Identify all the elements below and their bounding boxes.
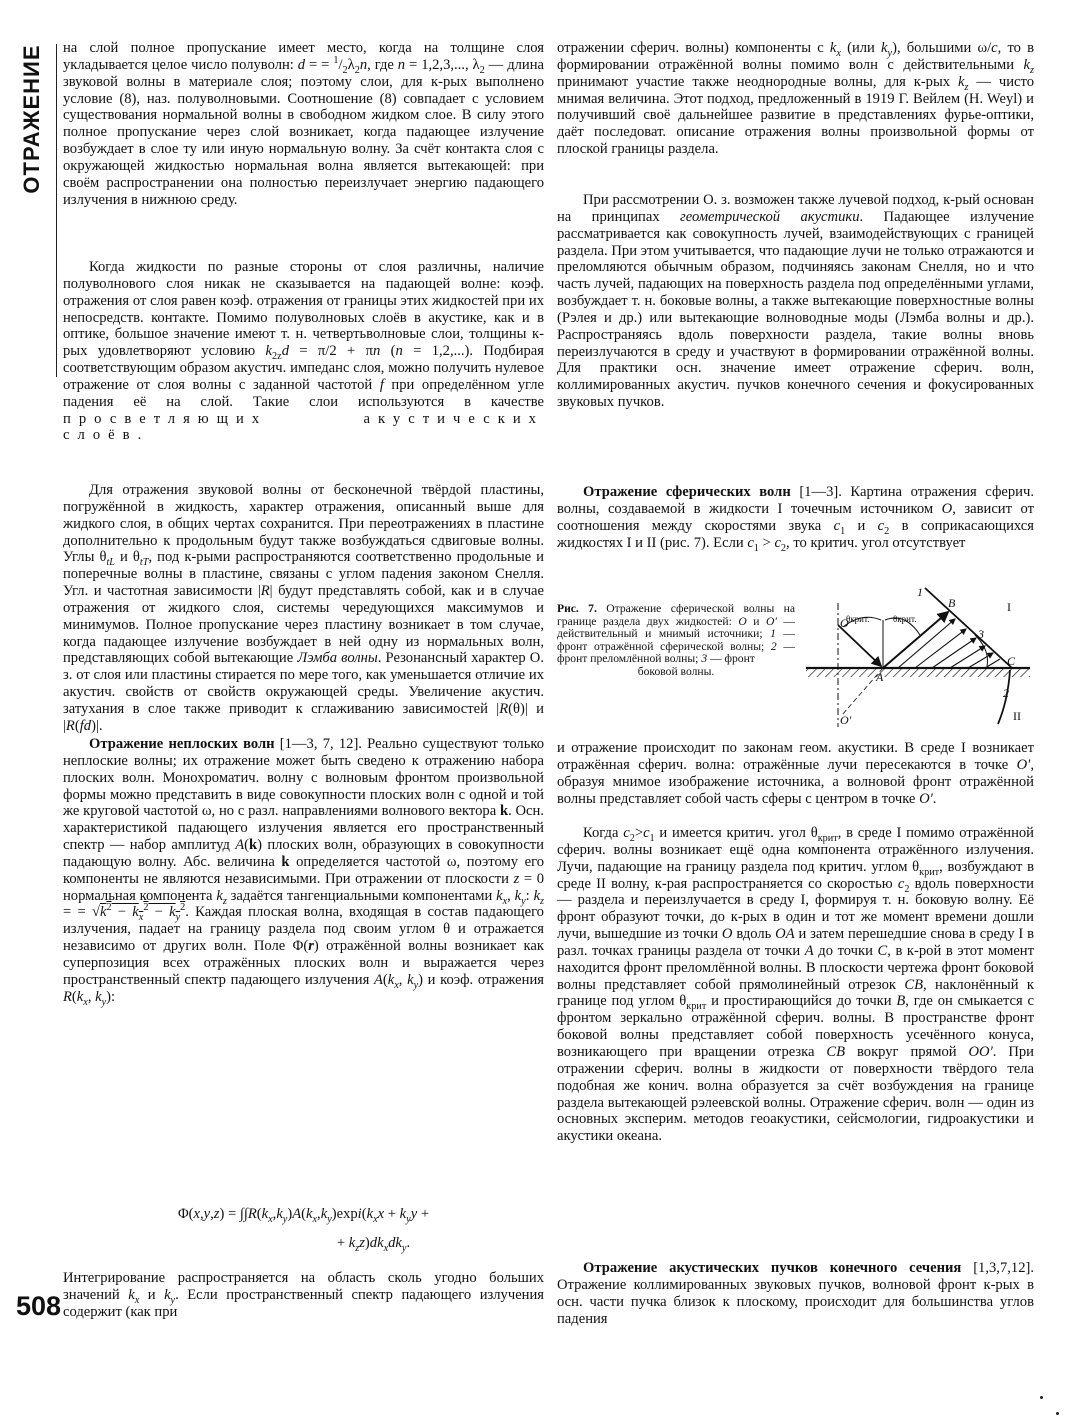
label-theta-crit: θкрит. <box>893 614 917 624</box>
label-medium-II: II <box>1013 709 1021 723</box>
running-head-text: ОТРАЖЕНИЕ <box>19 44 44 194</box>
label-C: C <box>1007 654 1016 668</box>
caption-text: боковой волны. <box>637 664 715 678</box>
print-speck <box>1056 1412 1059 1415</box>
label-medium-I: I <box>1007 600 1011 614</box>
formula-line: $\Phi(x,y,z) = \int\int R(k_x,k_y)A(k_x,k_y)\exp i(k_xx + k_yy$ + <box>177 1206 430 1225</box>
paragraph-text: [1—3]. Картина отражения сферич. волны, создаваемой в жидкости I точечным источником O, зависит от соотношения между скоростями звука $c_1$ и $c_2$ в соприкасающихся жидкостях I и II (рис. 7). Если $c_1 > c_2$, то критич. угол отсутствует <box>557 484 1034 554</box>
label-front-2: 2 <box>1003 686 1009 700</box>
formula-line: + $k_zz)dk_xdk_y$. <box>336 1235 411 1254</box>
caption-label: Рис. 7. <box>557 602 597 615</box>
figure-caption <box>557 603 795 679</box>
label-B: B <box>948 596 956 610</box>
incident-ray <box>838 625 881 666</box>
section-heading: Отражение акустических пучков конечного сечения <box>583 1260 962 1276</box>
paragraph: и отражение происходит по законам геом. акустики. В среде I возникает отражённая сферич. волна: отражённые лучи пересекаются в точке O′, образуя мнимое изображение источника, а волновой фронт отражённой волны представляет собой часть сферы с центром в точке O′. <box>557 740 1034 807</box>
running-head <box>12 44 52 194</box>
page-number: 508 <box>16 1291 62 1321</box>
section-heading: Отражение неплоских волн <box>89 736 275 752</box>
paragraph: Интегрирование распространяется на область сколь угодно больших значений $k_x$ и $k_y$. Если пространственный спектр падающего излучения содержит (как при <box>63 1270 544 1320</box>
label-A: A <box>876 670 884 684</box>
paragraph: Когда $c_2>c_1$ и имеется критич. угол $\theta_{крит}$, в среде I помимо отражённой сферич. волны возникает ещё одна компонента отражённого излучения. Лучи, падающие на границу раздела под критич. углом $\theta_{крит}$, возбуждают в среде II волну, к-рая распространяется со скоростью $c_2$ вдоль поверхности — раздела и переизлучается в среду I, формируя т. н. боковую волну. Её фронт образуют точки, до к-рых в один и тот же момент времени дошли лучи, вышедшие из точки O вдоль OA и затем перешедшие снова в среду I в разл. точках границы раздела от точки A до точки C, в к-рой в этот момент находится фронт преломлённой волны. В плоскости чертежа фронт боковой волны представляет собой прямолинейный отрезок CB, наклонённый к границе под углом $\theta_{крит}$ и простирающийся до точки B, где он смыкается с фронтом зеркально отражённой сферич. волны. В пространстве фронт боковой волны представляет собой поверхность усечённого конуса, возникающего при вращении отрезка CB вокруг прямой OO′. При отражении сферич. волны в жидкости от поверхности твёрдого тела подобная же конич. волна образуется за счёт возбуждения на границе раздела вытекающей рэлеевской волны. Отражение сферич. волн — один из основных эксперим. методов геоакустики, сейсмологии, гидроакустики и акустики океана. <box>557 825 1035 1145</box>
paragraph <box>557 484 1034 554</box>
section-heading: Отражение сферических волн <box>583 484 791 500</box>
paragraph: на слой полное пропускание имеет место, когда на толщине слоя укладывается целое число полуволн: d = = $^1/_2\lambda_2n$, где n = 1,2,3,..., $\lambda_2$ — длина звуковой волны в материале слоя; поэтому слои, для к-рых выполнено условие (8), наз. полуволновыми. Соотношение (8) совпадает с условием существования нормальной волны в свободном жидком слое. В силу этого полное пропускание через слой возникает, когда падающее излучение возбуждает в слое ту или иную нормальную волну. За счёт контакта слоя с окружающей жидкостью нормальная волна является вытекающей: при своём распространении она полностью переизлучает энергию падающего излучения в нижнюю среду. <box>63 40 545 208</box>
label-O-prime: O′ <box>840 713 852 727</box>
paragraph <box>557 1260 1034 1327</box>
paragraph: При рассмотрении О. з. возможен также лучевой подход, к-рый основан на принципах геометрической акустики. Падающее излучение рассматривается как совокупность лучей, взаимодействующих с границей раздела. При этом учитывается, что падающие лучи не только отражаются и преломляются обычным образом, подчиняясь законам Снелля, но и что часть лучей, падающих на поверхность раздела под определёнными углами, возбуждает т. н. боковые волны, а также вытекающие поверхностные волны (Рэлея и др.) или вытекающие волноводные моды (Лэмба волны и др.). Распространяясь вдоль поверхности раздела, такие волны вновь переизлучаются в среду и участвуют в формировании отражённой волны. Для практики осн. значение имеет отражение сферич. волн, коллимированных акустич. пучков конечного сечения и фокусированных звуковых пучков. <box>557 192 1035 411</box>
label-theta-crit: θкрит. <box>846 614 870 624</box>
paragraph <box>63 736 544 1006</box>
left-column <box>63 40 544 1350</box>
side-rule <box>56 44 57 377</box>
caption-text: Отражение сферической волны на границе раздела двух жидкостей: O и O′ — действительный и мнимый источники; 1 — фронт отражённой сферической волны; 2 — фронт преломлённой волны; 3 — фронт <box>557 602 795 666</box>
hatched-boundary <box>806 668 1030 677</box>
paragraph-text: [1—3, 7, 12]. Реально существуют только неплоские волны; их отражение может быть сведено к отражению набора плоских волн. Монохроматич. волну с волновым фронтом произвольной формы можно представить в виде совокупности плоских волн с одной и той же круговой частотой ω, но с разл. направлениями волнового вектора k. Осн. характеристикой падающего излучения является его пространственный спектр — набор амплитуд A(k) плоских волн, образующих в совокупности падающую волну. Абс. величина k определяется частотой ω, поэтому его компоненты не являются независимыми. При отражении от плоскости z = 0 нормальная компонента $k_z$ задаётся тангенциальными компонентами $k_x$, $k_y$: $k_z$ = = $√k^2 - k_x^2 - k_y^2$. Каждая плоская волна, входящая в состав падающего излучения, падает на границу раздела под своим углом θ и отражается независимо от других волн. Поле Φ(r) отражённой волны возникает как суперпозиция всех отражённых плоских волн и выражается через пространственный спектр падающего излучения $A(k_x$, $k_y$) и коэф. отражения $R(k_x$, $k_y$): <box>63 736 545 1008</box>
paragraph-text: [1,3,7,12]. Отражение коллимированных звуковых пучков, волновой фронт к-рых в осн. части пучка близок к плоскому, происходит для большинства углов падения <box>557 1260 1034 1327</box>
paragraph: Для отражения звуковой волны от бесконечной твёрдой пластины, погружённой в жидкость, характер отражения, описанный выше для жидкого слоя, в общих чертах сохранится. При переотражениях в пластине дополнительно к продольным будут также возбуждаться сдвиговые волны. Углы $\theta_{tL}$ и $\theta_{tT}$, под к-рыми распространяются соответственно продольные и поперечные волны в пластине, связаны с углом падения законом Снелля. Угл. и частотная зависимости |R| будут представлять собой, как и в случае отражения от жидкого слоя, системы чередующихся максимумов и минимумов. Полное пропускание через пластину возникает в том случае, когда падающее излучение возбуждает в ней одну из нормальных волн, представляющих собой вытекающие Лэмба волны. Резонансный характер О. з. от слоя или пластины стирается по мере того, как уменьшается отличие их акустич. свойств от свойств окружающей среды. Увеличение акустич. затухания в слое также приводит к сглаживанию зависимостей |R(θ)| и |R(fd)|. <box>63 482 544 734</box>
label-front-3: 3 <box>978 627 984 641</box>
label-front-1: 1 <box>917 585 923 599</box>
print-speck <box>1040 1396 1043 1399</box>
label-O: O <box>840 616 849 630</box>
paragraph: отражении сферич. волны) компоненты с $k_x$ (или $k_y$), большими ω/c, то в формировании отражённой волны помимо волн с действительными $k_z$ принимают участие также неоднородные волны, для к-рых $k_z$ — чисто мнимая величина. Этот подход, предложенный в 1919 Г. Вейлем (H. Weyl) и получивший своё дальнейшее развитие в представлениях фурье-оптики, даёт последоват. описание отражения волны произвольной формы от плоской границы раздела. <box>557 40 1035 158</box>
paragraph: Когда жидкости по разные стороны от слоя различны, наличие полуволнового слоя никак не сказывается на падающей волне: коэф. отражения от слоя равен коэф. отражения от границы этих жидкостей при их непосредств. контакте. Помимо полуволновых слоёв в акустике, как и в оптике, большое значение имеют т. н. четвертьволновые слои, толщины к-рых удовлетворяют условию $k_{2z}d = \pi/2 + \pi n$ (n = 1,2,...). Подбирая соответствующим образом акустич. импеданс слоя, можно получить нулевое отражение от слоя волны с заданной частотой f при определённом угле падения её на слой. Такие слои используются в качестве просветляющих акустических слоёв. <box>63 259 544 444</box>
figure-7-diagram <box>800 585 1036 730</box>
